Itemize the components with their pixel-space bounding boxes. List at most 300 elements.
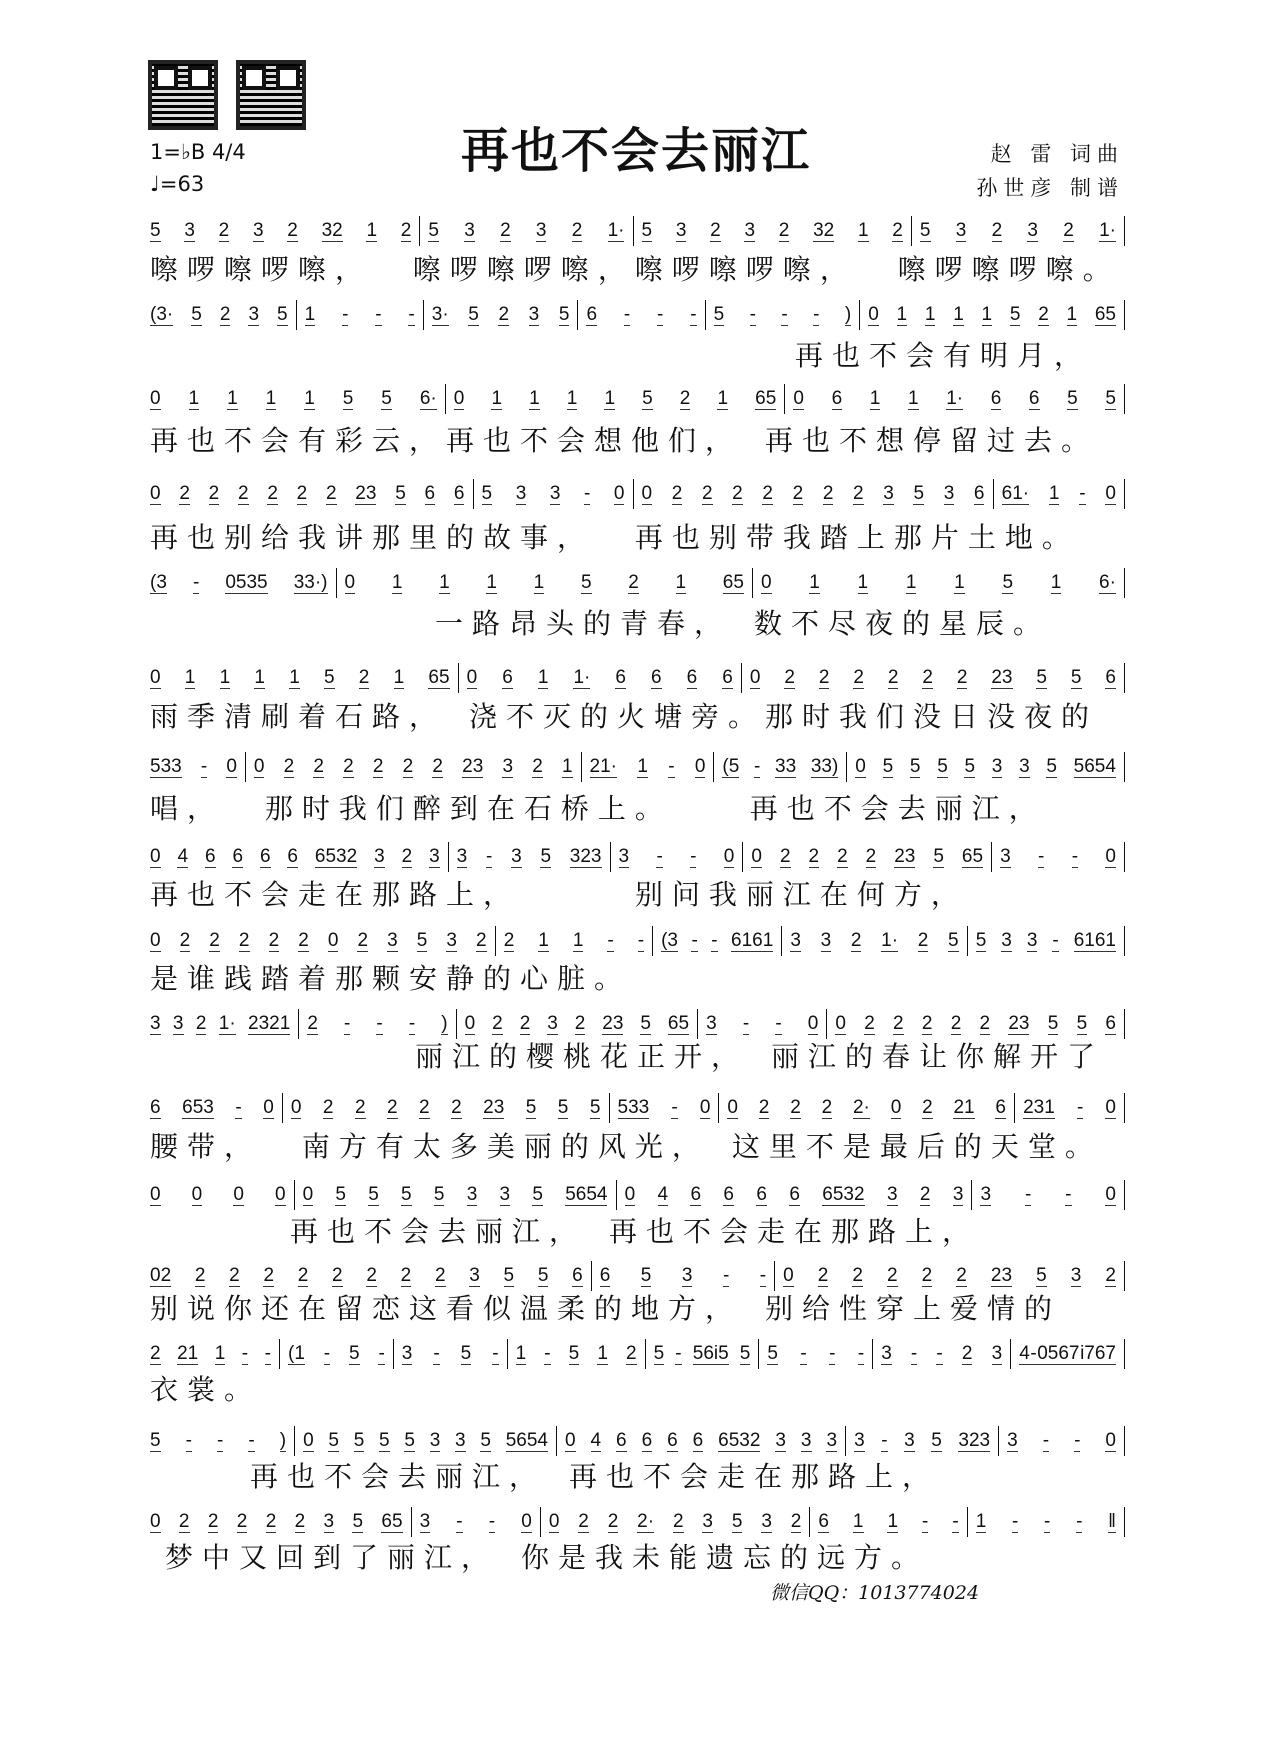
note: 2: [571, 219, 583, 241]
measure: [420, 216, 633, 246]
note: 2: [372, 755, 384, 777]
note: 3: [800, 1429, 812, 1451]
note: 2: [179, 482, 190, 504]
note: -: [216, 1429, 224, 1451]
note: 3: [675, 219, 687, 241]
note: 2: [817, 1264, 829, 1286]
measure: [782, 926, 967, 956]
note: -: [857, 1342, 865, 1364]
note: 3: [991, 1342, 1003, 1364]
note: 0: [150, 929, 161, 951]
note: -: [323, 1342, 331, 1364]
lyrics-line: 衣裳。: [150, 1373, 262, 1406]
notation-row: [150, 302, 1125, 328]
note: -: [343, 1012, 351, 1034]
note: 2: [178, 1510, 190, 1532]
note: 2: [887, 666, 899, 688]
note: 2: [238, 929, 250, 951]
note: 1: [214, 1342, 226, 1364]
note: 2: [672, 1510, 684, 1532]
note: 6: [502, 666, 513, 688]
note: 1: [304, 387, 315, 409]
measure: [634, 479, 994, 509]
note: 32: [321, 219, 343, 241]
note: 2: [625, 1342, 637, 1364]
note: 2: [503, 929, 515, 951]
measure: [578, 300, 705, 330]
measure: [446, 384, 786, 414]
notation-row: [150, 1341, 1125, 1367]
note: 0: [613, 482, 625, 504]
note: 1: [869, 387, 881, 409]
note: 533: [617, 1096, 650, 1118]
note: 3: [618, 845, 630, 867]
note: 2: [179, 929, 191, 951]
note: 6: [616, 1429, 627, 1451]
note: 3: [464, 219, 475, 241]
note: 2: [267, 482, 278, 504]
note: 1: [975, 1510, 987, 1532]
note: -: [800, 1342, 807, 1364]
note: 3: [790, 929, 801, 951]
note: 0: [751, 845, 762, 867]
note: 5: [428, 219, 439, 241]
note: 02: [150, 1264, 172, 1286]
note: 5: [433, 1183, 445, 1205]
note: 2: [265, 1510, 277, 1532]
measure: [999, 1426, 1125, 1456]
note: 6: [789, 1183, 800, 1205]
measure: [912, 216, 1125, 246]
note: 6: [572, 1264, 583, 1286]
note: 0: [191, 1183, 203, 1205]
note: 2: [710, 219, 721, 241]
note: 3: [775, 1429, 786, 1451]
note: 5: [323, 666, 335, 688]
note: -: [1011, 1510, 1019, 1532]
note: 1: [953, 303, 964, 325]
note: 3: [502, 755, 514, 777]
measure: [246, 752, 582, 782]
note: 2: [732, 482, 743, 504]
note: 0: [466, 666, 478, 688]
notation-row: [150, 570, 1125, 596]
note: 1: [515, 1342, 527, 1364]
note: 0: [150, 387, 161, 409]
note: 5: [640, 1264, 652, 1286]
note: 6532: [314, 845, 358, 867]
note: 0: [723, 845, 735, 867]
note: 0: [807, 1012, 819, 1034]
note: 3: [681, 1264, 693, 1286]
note: 1·: [573, 666, 591, 688]
note: 5: [460, 1342, 472, 1364]
notation-row: [150, 1011, 1125, 1037]
note: 3: [1007, 1429, 1018, 1451]
note: 5: [503, 1264, 515, 1286]
note: -: [544, 1342, 551, 1364]
measure: [992, 842, 1125, 872]
note: 1: [604, 387, 616, 409]
note: 3: [1026, 929, 1038, 951]
note: 3: [469, 1264, 480, 1286]
measure: [474, 479, 634, 509]
note: -: [668, 755, 675, 777]
measure: [742, 663, 1125, 693]
note: 0: [1105, 1429, 1116, 1451]
note: 5: [150, 219, 161, 241]
note: 2: [294, 1510, 306, 1532]
note: 2: [400, 219, 412, 241]
note: 5: [191, 303, 202, 325]
note: 2: [887, 1264, 898, 1286]
note: 3: [826, 1429, 838, 1451]
note: -: [192, 571, 200, 593]
note: 0: [226, 755, 237, 777]
measure: [972, 1180, 1125, 1210]
note: 5: [537, 1264, 549, 1286]
note: 3: [387, 929, 398, 951]
note: 1·: [946, 387, 964, 409]
note: 6: [615, 666, 626, 688]
measure: [150, 1093, 283, 1123]
note: 1: [491, 387, 503, 409]
note: -: [408, 1012, 416, 1034]
note: 1: [184, 666, 196, 688]
note: 2: [150, 1342, 161, 1364]
note: i767: [1080, 1342, 1116, 1364]
note: 65: [755, 387, 777, 409]
note: 0: [150, 1183, 161, 1205]
note: 6532: [822, 1183, 865, 1205]
note: 5: [640, 1012, 651, 1034]
note: 6: [1105, 1012, 1116, 1034]
note: 21: [953, 1096, 975, 1118]
note: 3: [1000, 845, 1011, 867]
note: 2: [853, 666, 864, 688]
note: 5: [933, 845, 944, 867]
note: 2: [922, 1096, 933, 1118]
note: 5: [335, 1183, 346, 1205]
note: 5: [395, 482, 406, 504]
note: 3·: [431, 303, 449, 325]
note: 65: [428, 666, 450, 688]
note: 0: [641, 482, 653, 504]
note: 3: [446, 929, 457, 951]
note: 2: [1105, 1264, 1116, 1286]
note: 0: [855, 755, 866, 777]
note: (3: [661, 929, 678, 951]
measure: [706, 300, 861, 330]
note: 0: [150, 666, 161, 688]
note: 21·: [589, 755, 618, 777]
note: 6: [453, 482, 465, 504]
note: 61·: [1001, 482, 1030, 504]
note: 323: [958, 1429, 991, 1451]
note: 1: [887, 1510, 899, 1532]
measure: [743, 842, 992, 872]
note: 6: [686, 666, 698, 688]
note: 1: [254, 666, 265, 688]
measure: [785, 384, 1125, 414]
measure: [611, 842, 744, 872]
note: 33·): [293, 571, 328, 593]
note: 2: [852, 1264, 863, 1286]
note: 1: [188, 387, 200, 409]
note: 6: [722, 666, 733, 688]
note: 23: [991, 666, 1013, 688]
note: 1: [905, 571, 917, 593]
measure: [582, 752, 715, 782]
note: 0: [344, 571, 356, 593]
note: 2: [492, 1012, 503, 1034]
note: 2: [387, 1096, 398, 1118]
note: 2: [400, 1264, 412, 1286]
note: 2: [419, 1096, 430, 1118]
note: 3: [886, 1183, 898, 1205]
note: 5: [975, 929, 987, 951]
note: 0: [150, 845, 161, 867]
measure: [968, 1507, 1125, 1537]
note: -: [1076, 1510, 1083, 1532]
measure: [150, 752, 246, 782]
note: 2: [865, 845, 877, 867]
note: 5: [713, 303, 725, 325]
measure: [496, 926, 653, 956]
note: 5654: [565, 1183, 608, 1205]
notation-row: [150, 844, 1125, 870]
note: 0: [150, 1510, 161, 1532]
note: 1: [538, 929, 549, 951]
note: 2: [343, 755, 354, 777]
note: -: [722, 1264, 730, 1286]
note: 2: [784, 666, 795, 688]
note: ): [279, 1429, 287, 1451]
note: (3·: [150, 303, 174, 325]
note: 1·: [218, 1012, 236, 1034]
note: 5: [342, 387, 354, 409]
note: 3: [761, 1510, 772, 1532]
note: 2: [864, 1012, 875, 1034]
note: 0: [727, 1096, 738, 1118]
lyrics-line: 再也不会去丽江， 再也不会走在那路上，: [290, 1215, 980, 1248]
note: 2: [790, 1096, 801, 1118]
note: 0: [548, 1510, 560, 1532]
note: -: [671, 1096, 678, 1118]
note: 5: [277, 303, 288, 325]
note: 0: [760, 571, 772, 593]
note: 2: [354, 1096, 366, 1118]
measure: [508, 1339, 646, 1369]
note: -: [936, 1342, 943, 1364]
note: 1: [809, 571, 820, 593]
note: 3: [515, 482, 527, 504]
note: 0: [868, 303, 879, 325]
note: 1: [533, 571, 545, 593]
note: 6·: [419, 387, 437, 409]
note: 3: [499, 1183, 511, 1205]
note: 5: [568, 1342, 580, 1364]
lyrics-line: 再也不会去丽江， 再也不会走在那路上，: [250, 1460, 940, 1493]
note: (5: [722, 755, 740, 777]
tempo-marking: ♩=63: [150, 172, 205, 196]
measure: [449, 842, 611, 872]
note: 3: [943, 482, 955, 504]
note: 3: [248, 303, 260, 325]
note: 2: [432, 755, 443, 777]
note: 1: [391, 571, 403, 593]
note: 6: [424, 482, 436, 504]
note: 6: [150, 1096, 161, 1118]
note: -: [1065, 1183, 1072, 1205]
note: 5: [401, 1183, 412, 1205]
measure: [617, 1180, 973, 1210]
note: 2: [434, 1264, 446, 1286]
note: 2: [287, 219, 298, 241]
lyrics-line: 再也不会有明月，: [795, 339, 1092, 372]
notation-row: [150, 754, 1125, 780]
note: -: [264, 1342, 271, 1364]
note: 0: [835, 1012, 846, 1034]
note: ): [441, 1012, 448, 1034]
note: -: [1074, 1429, 1081, 1451]
note: 5: [540, 845, 552, 867]
note: 1: [954, 571, 965, 593]
note: 6: [586, 303, 598, 325]
note: 6161: [731, 929, 774, 951]
note: 5: [919, 219, 931, 241]
note: -: [922, 1510, 929, 1532]
note: 0: [564, 1429, 576, 1451]
measure: [150, 842, 449, 872]
note: -: [1024, 1183, 1032, 1205]
note: 6: [723, 1183, 734, 1205]
measure: [847, 752, 1125, 782]
note: 0: [1105, 1096, 1116, 1118]
note: 5: [1067, 387, 1078, 409]
measure: [337, 568, 753, 598]
note: 2: [1063, 219, 1074, 241]
note: 65: [381, 1510, 403, 1532]
note: ): [844, 303, 852, 325]
note: 3: [955, 219, 967, 241]
note: -: [584, 482, 591, 504]
note: 3: [528, 303, 540, 325]
note: 323: [569, 845, 602, 867]
measure: [860, 300, 1125, 330]
lyrics-line: 梦中又回到了丽江， 你是我未能遗忘的远方。: [165, 1541, 929, 1574]
note: 0: [1105, 845, 1116, 867]
note: 2: [574, 1012, 586, 1034]
measure: [280, 1339, 394, 1369]
measure: [846, 1426, 999, 1456]
note: -: [690, 303, 697, 325]
note: 3: [150, 1012, 161, 1034]
note: 2: [1038, 303, 1049, 325]
lyrics-line: 再也不会有彩云，再也不会想他们， 再也不想停留过去。: [150, 424, 1099, 457]
note: -: [952, 1510, 959, 1532]
note: (1: [288, 1342, 305, 1364]
measure: [873, 1339, 1011, 1369]
note: -: [781, 303, 788, 325]
note: 1: [717, 387, 729, 409]
note: 5: [931, 1429, 942, 1451]
note: 2: [671, 482, 683, 504]
note: 5: [731, 1510, 743, 1532]
note: -: [607, 929, 614, 951]
note: 1: [896, 303, 908, 325]
note: 6·: [1099, 571, 1116, 593]
note: 6: [995, 1096, 1006, 1118]
note: 1·: [881, 929, 899, 951]
note: 56i5: [692, 1342, 729, 1364]
note: 1: [637, 755, 648, 777]
note: -: [1071, 845, 1079, 867]
measure: [968, 926, 1125, 956]
note: 1: [857, 571, 869, 593]
note: 5: [1047, 1012, 1059, 1034]
note: 3: [980, 1183, 992, 1205]
measure: [150, 568, 337, 598]
note: 2: [578, 1510, 589, 1532]
note: 1: [304, 303, 316, 325]
note: 0: [783, 1264, 794, 1286]
note: 6: [232, 845, 244, 867]
note: 3: [549, 482, 561, 504]
note: 3: [252, 219, 264, 241]
note: 2: [892, 219, 903, 241]
notation-row: [150, 218, 1125, 244]
note: 5: [1036, 1264, 1047, 1286]
note: 2: [919, 1183, 931, 1205]
note: 5: [1036, 666, 1047, 688]
note: 2: [218, 219, 230, 241]
note: 1: [439, 571, 450, 593]
note: 2: [325, 482, 337, 504]
note: 0: [793, 387, 804, 409]
measure: [610, 1093, 720, 1123]
lyrics-line: 嚓啰嚓啰嚓， 嚓啰嚓啰嚓，嚓啰嚓啰嚓， 嚓啰嚓啰嚓。: [150, 253, 1120, 286]
measure: [719, 1093, 1015, 1123]
note: 0: [453, 387, 465, 409]
note: 1: [537, 666, 549, 688]
note: -: [657, 303, 664, 325]
note: -: [456, 1510, 463, 1532]
note: 3: [991, 755, 1003, 777]
note: 2·: [637, 1510, 655, 1532]
note: 3: [511, 845, 522, 867]
note: 2: [283, 755, 295, 777]
note: 5: [767, 1342, 778, 1364]
note: 1: [529, 387, 540, 409]
note: -: [623, 303, 631, 325]
note: 3: [952, 1183, 964, 1205]
measure: [459, 663, 742, 693]
note: -: [1076, 1096, 1084, 1118]
note: 6161: [1073, 929, 1116, 951]
note: 65: [667, 1012, 690, 1034]
notation-row: [150, 1263, 1125, 1289]
note: 2: [921, 1264, 933, 1286]
note: 5: [653, 1342, 665, 1364]
note: 1: [219, 666, 231, 688]
measure: [150, 1180, 295, 1210]
note: 2: [401, 845, 413, 867]
note: 1: [486, 571, 497, 593]
note: 2: [679, 387, 691, 409]
measure: [1011, 1339, 1125, 1369]
note: 2: [837, 845, 848, 867]
